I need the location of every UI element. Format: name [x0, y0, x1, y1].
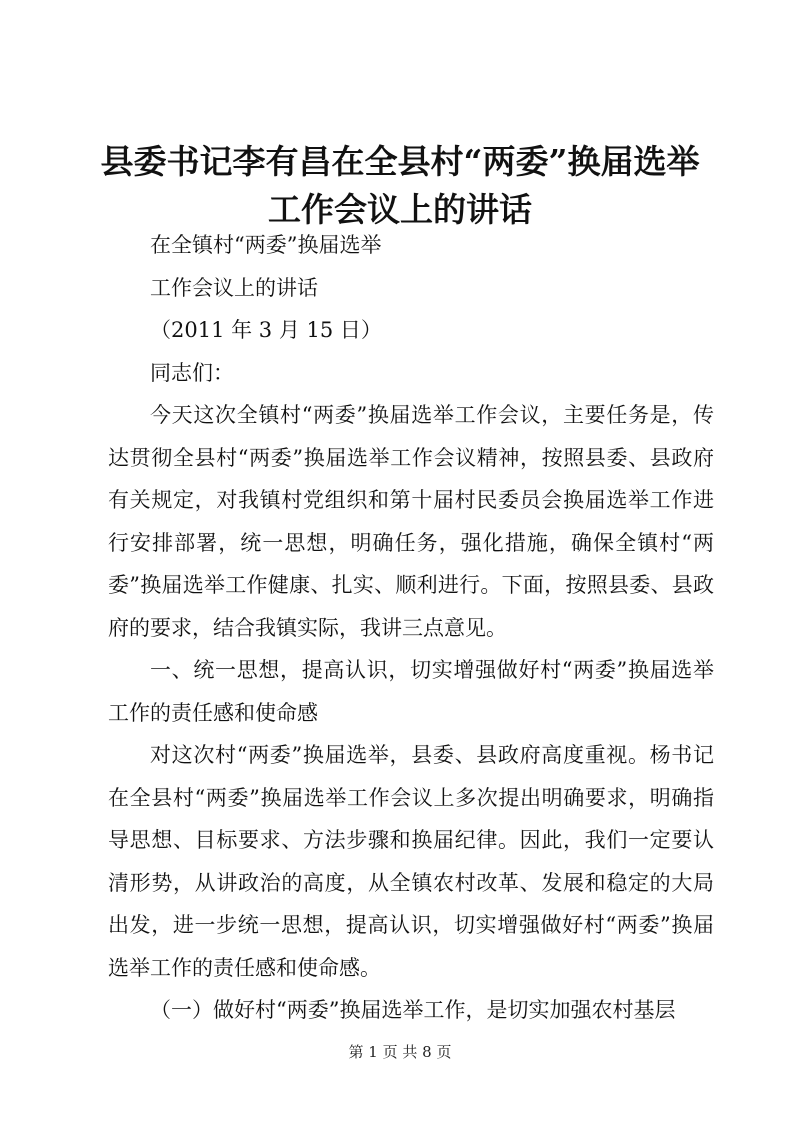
section-heading-1: 一、统一思想，提高认识，切实增强做好村“两委”换届选举工作的责任感和使命感	[108, 658, 714, 725]
speech-date: （2011 年 3 月 15 日）	[150, 318, 382, 342]
subtitle-line-1: 在全镇村“两委”换届选举	[150, 233, 382, 257]
paragraph-1: 今天这次全镇村“两委”换届选举工作会议，主要任务是，传达贯彻全县村“两委”换届选举工作会议精神，按照县委、县政府有关规定，对我镇村党组织和第十届村民委员会换届选举工作进行安排部署，统一思想，明确任务，强化措施，确保全镇村“两委”换届选举工作健康、扎实、顺利进行。下面，按照县委、县政府的要求，结合我镇实际，我讲三点意见。	[108, 403, 714, 640]
page-number-footer: 第 1 页 共 8 页	[348, 1043, 452, 1061]
salutation: 同志们：	[150, 360, 234, 385]
paragraph-3: （一）做好村“两委”换届选举工作，是切实加强农村基层	[150, 998, 676, 1022]
subtitle-line-2: 工作会议上的讲话	[150, 275, 318, 300]
document-title: 县委书记李有昌在全县村“两委”换届选举工作会议上的讲话	[100, 142, 700, 229]
document-body	[108, 224, 714, 1032]
paragraph-2: 对这次村“两委”换届选举，县委、县政府高度重视。杨书记在全县村“两委”换届选举工作会议上多次提出明确要求，明确指导思想、目标要求、方法步骤和换届纪律。因此，我们一定要认清形势，从讲政治的高度，从全镇农村改革、发展和稳定的大局出发，进一步统一思想，提高认识，切实增强做好村“两委”换届选举工作的责任感和使命感。	[108, 743, 714, 980]
